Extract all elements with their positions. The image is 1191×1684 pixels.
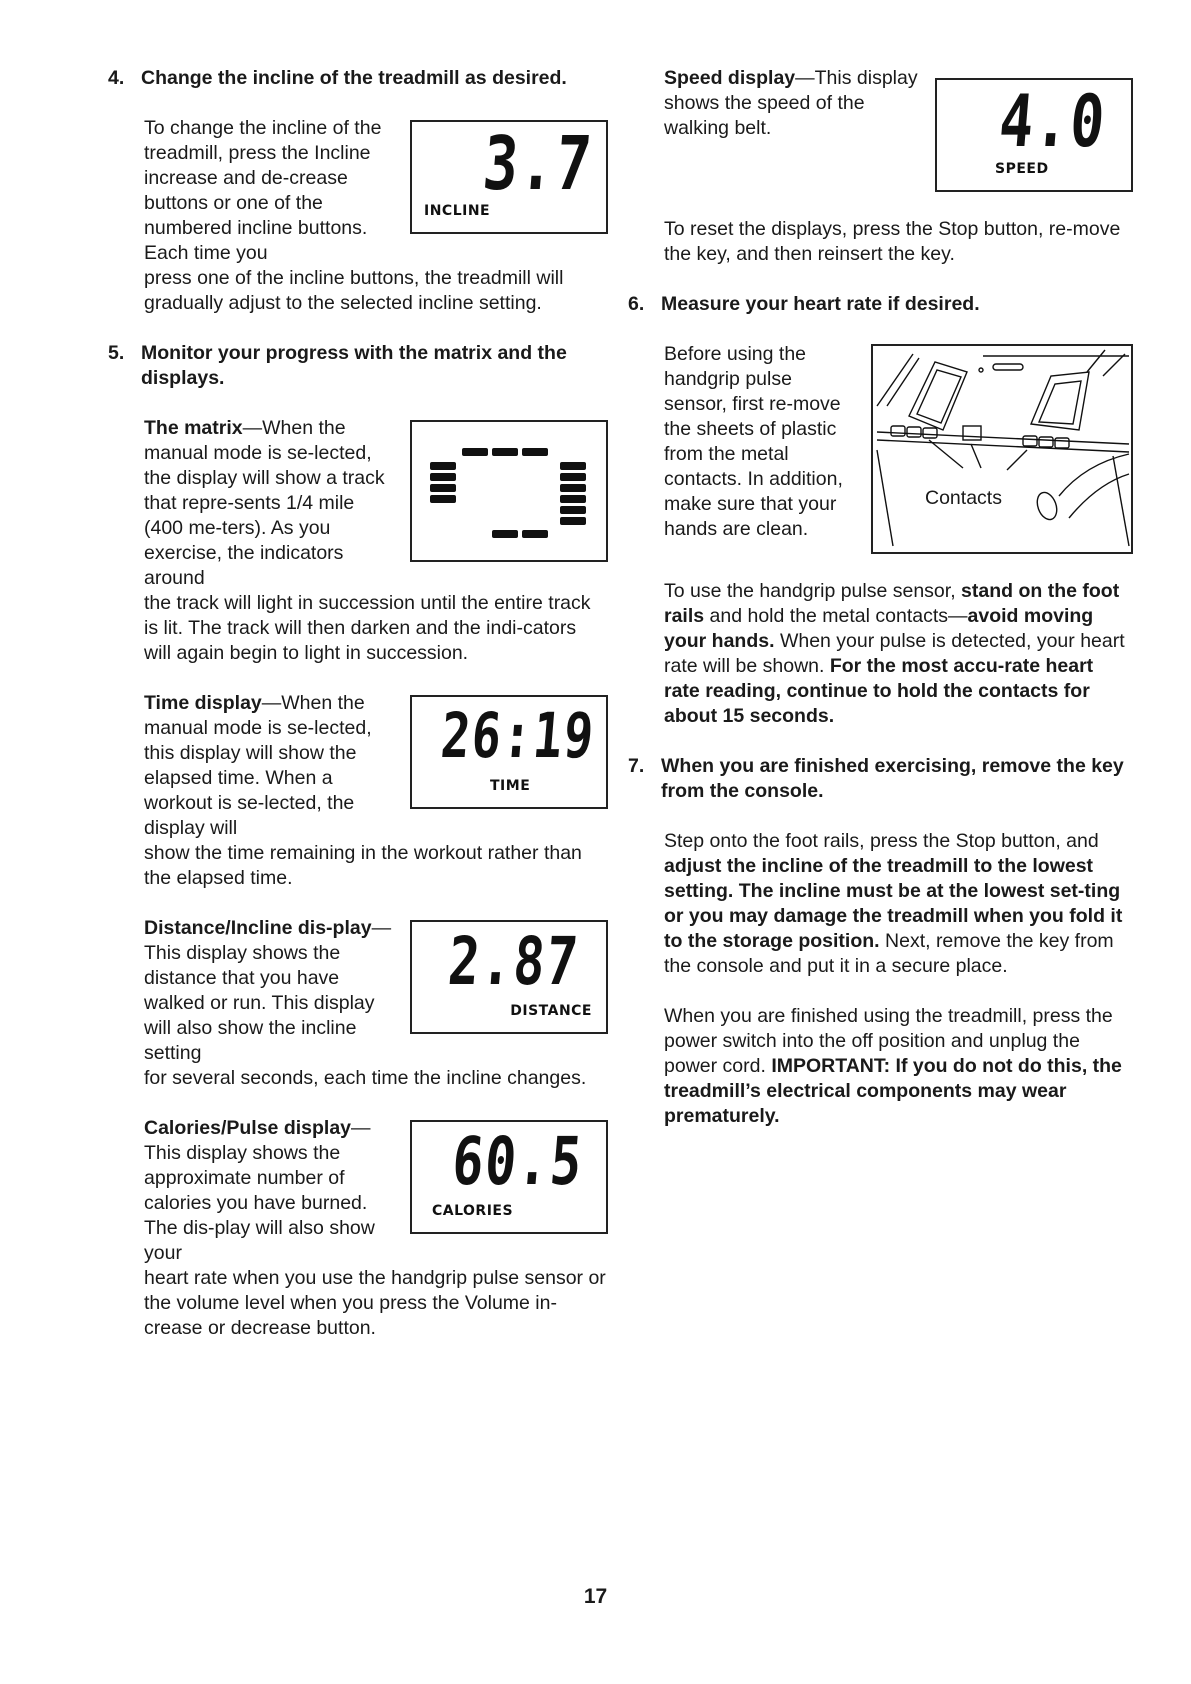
matrix-text-top: The matrix—When the manual mode is se-lected, the display will show a track that repre-sents 1/4 mile (400 me-ters). As you exercise, the indicators around xyxy=(144,417,385,589)
left-column xyxy=(108,66,608,1341)
step-7-heading: 7. When you are finished exercising, remove the key from the console. xyxy=(628,755,1124,802)
speed-text: Speed display—This display shows the speed of the walking belt. xyxy=(664,67,918,139)
time-display-value: 26:19 xyxy=(438,699,598,772)
step-6-text-top: Before using the handgrip pulse sensor, first re-move the sheets of plastic from the metal contacts. In addition, make sure that your hands are clean. xyxy=(664,343,843,540)
distance-text-bottom: for several seconds, each time the incline changes. xyxy=(144,1067,587,1089)
distance-section xyxy=(144,916,608,1091)
reset-text: To reset the displays, press the Stop button, re-move the key, and then reinsert the key. xyxy=(664,218,1121,265)
matrix-section xyxy=(144,416,608,666)
speed-heading: Speed display xyxy=(664,67,796,89)
step-4-body xyxy=(144,116,608,316)
step-7-body xyxy=(664,829,1133,1129)
time-display-label: TIME xyxy=(490,778,531,794)
incline-display-label: INCLINE xyxy=(424,203,491,219)
handgrip-contacts-figure xyxy=(871,344,1133,554)
step-5-heading: 5. Monitor your progress with the matrix and the displays. xyxy=(108,342,567,389)
calories-section xyxy=(144,1116,608,1341)
time-section xyxy=(144,691,608,891)
step-7-text-2: When you are finished using the treadmill, press the power switch into the off position and unplug the power cord. IMPORTANT: If you do not do this, the treadmill’s electrical components may wear prematurely. xyxy=(664,1005,1122,1127)
step-6-body xyxy=(664,342,1133,729)
handgrip-illustration-icon xyxy=(873,346,1131,552)
speed-display-value: 4.0 xyxy=(996,79,1110,163)
calories-text-top: Calories/Pulse display—This display shows the approximate number of calories you have burned. The dis-play will also show your xyxy=(144,1117,375,1264)
matrix-display-figure xyxy=(410,420,608,562)
calories-heading: Calories/Pulse display xyxy=(144,1117,352,1139)
incline-display-figure xyxy=(410,120,608,234)
speed-section xyxy=(664,66,1133,267)
calories-text-bottom: heart rate when you use the handgrip pulse sensor or the volume level when you press the Volume in-crease or decrease button. xyxy=(144,1267,606,1339)
step-4-heading: 4. Change the incline of the treadmill as desired. xyxy=(108,67,567,89)
matrix-track-icon xyxy=(412,422,606,560)
distance-display-figure xyxy=(410,920,608,1034)
calories-display-figure xyxy=(410,1120,608,1234)
page-number: 17 xyxy=(583,1585,608,1608)
step-4-text-bottom: press one of the incline buttons, the treadmill will gradually adjust to the selected incline setting. xyxy=(144,267,564,314)
time-text-bottom: show the time remaining in the workout rather than the elapsed time. xyxy=(144,842,582,889)
incline-display-value: 3.7 xyxy=(480,121,597,207)
time-display-figure xyxy=(410,695,608,809)
right-column xyxy=(628,66,1133,1129)
matrix-text-bottom: the track will light in succession until the entire track is lit. The track will then darken and the indi-cators will again begin to light in succession. xyxy=(144,592,591,664)
speed-display-label: SPEED xyxy=(995,161,1049,177)
step-6-heading: 6. Measure your heart rate if desired. xyxy=(628,293,980,315)
distance-text-top: Distance/Incline dis-play—This display shows the distance that you have walked or run. This display will also show the incline setting xyxy=(144,917,392,1064)
distance-display-label: DISTANCE xyxy=(510,1003,592,1019)
calories-display-label: CALORIES xyxy=(432,1203,514,1219)
speed-display-figure xyxy=(935,78,1133,192)
time-text-top: Time display—When the manual mode is se-lected, this display will show the elapsed time. When a workout is se-lected, the display will xyxy=(144,692,372,839)
time-heading: Time display xyxy=(144,692,262,714)
contacts-label: Contacts xyxy=(925,487,1002,509)
matrix-heading: The matrix xyxy=(144,417,243,439)
step-4-text-top: To change the incline of the treadmill, press the Incline increase and de-crease buttons or one of the numbered incline buttons. Each time you xyxy=(144,117,382,264)
calories-display-value: 60.5 xyxy=(449,1123,587,1200)
step-7-text-1: Step onto the foot rails, press the Stop button, and adjust the incline of the treadmill to the lowest setting. The incline must be at the lowest set-ting or you may damage the treadmill when you fold it to the storage position. Next, remove the key from the console and put it in a secure place. xyxy=(664,830,1123,977)
step-6-text-2: To use the handgrip pulse sensor, stand on the foot rails and hold the metal contacts—avoid moving your hands. When your pulse is detected, your heart rate will be shown. For the most accu-rate heart rate reading, continue to hold the contacts for about 15 seconds. xyxy=(664,580,1125,727)
distance-heading: Distance/Incline dis-play xyxy=(144,917,372,939)
distance-display-value: 2.87 xyxy=(445,923,583,1000)
